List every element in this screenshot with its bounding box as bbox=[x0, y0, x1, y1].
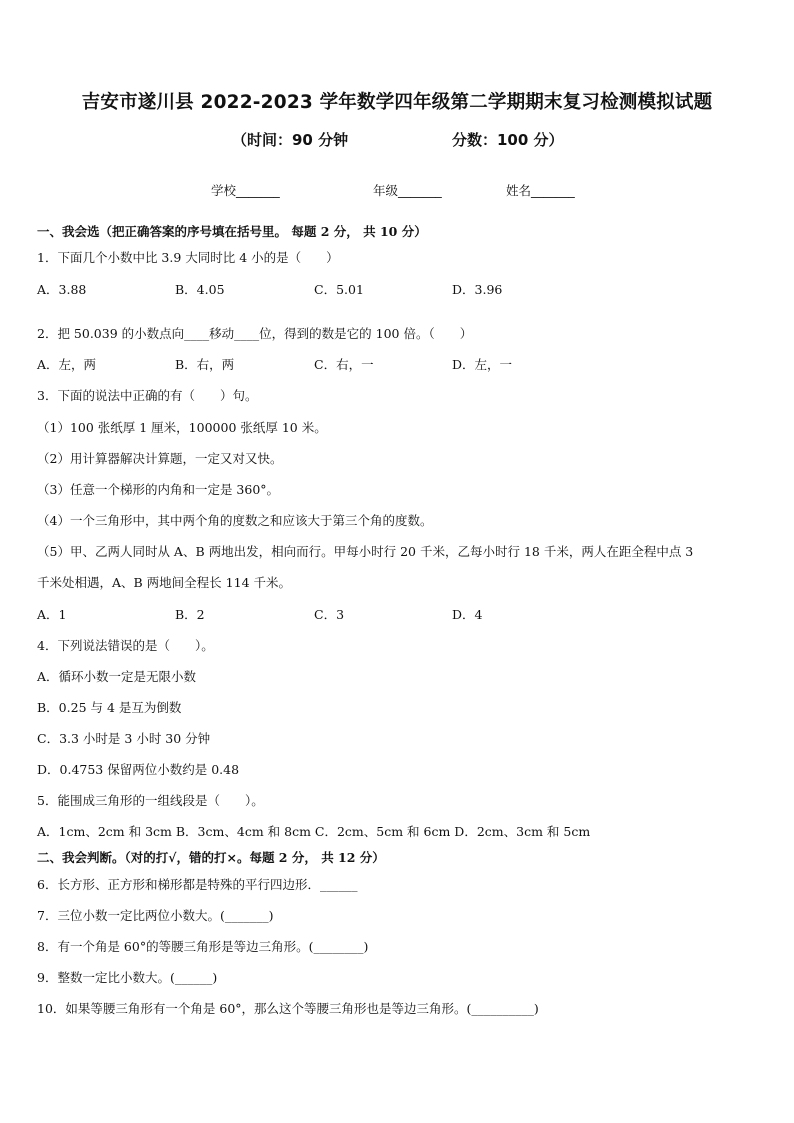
judgement-question: 8．有一个角是 60°的等腰三角形是等边三角形。(________) bbox=[37, 939, 369, 954]
answer-option: C．5.01 bbox=[314, 282, 364, 297]
school-field: 学校_______ bbox=[211, 183, 280, 198]
answer-option: D．0.4753 保留两位小数约是 0.48 bbox=[37, 762, 240, 777]
answer-option: C．右，一 bbox=[314, 357, 374, 372]
statement-item: （4）一个三角形中，其中两个角的度数之和应该大于第三个角的度数。 bbox=[37, 513, 433, 528]
answer-option: D．3.96 bbox=[452, 282, 503, 297]
statement-item: （1）100 张纸厚 1 厘米，100000 张纸厚 10 米。 bbox=[37, 420, 327, 435]
judgement-question: 10．如果等腰三角形有一个角是 60°，那么这个等腰三角形也是等边三角形。(__________) bbox=[37, 1001, 539, 1016]
answer-option: C．3.3 小时是 3 小时 30 分钟 bbox=[37, 731, 211, 746]
section-heading: 一、我会选（把正确答案的序号填在括号里。 每题 2 分， 共 10 分） bbox=[37, 224, 427, 239]
question-stem: 1．下面几个小数中比 3.9 大同时比 4 小的是（ ） bbox=[37, 250, 339, 265]
section-heading: 二、我会判断。（对的打√，错的打×。每题 2 分， 共 12 分） bbox=[37, 850, 385, 865]
question-stem: 3．下面的说法中正确的有（ ）句。 bbox=[37, 388, 258, 403]
exam-score: 分数：100 分） bbox=[452, 131, 564, 149]
question-stem: 4．下列说法错误的是（ ）。 bbox=[37, 638, 214, 653]
answer-option: B．0.25 与 4 是互为倒数 bbox=[37, 700, 182, 715]
judgement-question: 9．整数一定比小数大。(______) bbox=[37, 970, 218, 985]
answer-option: B．右，两 bbox=[175, 357, 235, 372]
answer-options-line: A．1cm、2cm 和 3cm B．3cm、4cm 和 8cm C．2cm、5cm 和 6cm D．2cm、3cm 和 5cm bbox=[37, 824, 591, 839]
name-field: 姓名_______ bbox=[506, 183, 575, 198]
statement-item: （2）用计算器解决计算题，一定又对又快。 bbox=[37, 451, 283, 466]
question-stem: 5．能围成三角形的一组线段是（ ）。 bbox=[37, 793, 264, 808]
answer-option: D．左，一 bbox=[452, 357, 513, 372]
answer-option: B．2 bbox=[175, 607, 205, 622]
exam-time: （时间：90 分钟 bbox=[232, 131, 349, 149]
statement-item: （3）任意一个梯形的内角和一定是 360°。 bbox=[37, 482, 280, 497]
statement-item: 千米处相遇，A、B 两地间全程长 114 千米。 bbox=[37, 575, 291, 590]
answer-option: B．4.05 bbox=[175, 282, 225, 297]
page-title: 吉安市遂川县 2022-2023 学年数学四年级第二学期期末复习检测模拟试题 bbox=[81, 92, 713, 113]
answer-option: A．1 bbox=[37, 607, 67, 622]
answer-option: A．循环小数一定是无限小数 bbox=[37, 669, 197, 684]
statement-item: （5）甲、乙两人同时从 A、B 两地出发，相向而行。甲每小时行 20 千米，乙每小时行 18 千米，两人在距全程中点 3 bbox=[37, 544, 694, 559]
answer-option: C．3 bbox=[314, 607, 345, 622]
judgement-question: 6．长方形、正方形和梯形都是特殊的平行四边形．______ bbox=[37, 877, 358, 892]
answer-option: A．3.88 bbox=[37, 282, 87, 297]
judgement-question: 7．三位小数一定比两位小数大。(_______) bbox=[37, 908, 274, 923]
question-stem: 2．把 50.039 的小数点向____移动____位，得到的数是它的 100 倍。（ ） bbox=[37, 326, 473, 341]
answer-option: A．左，两 bbox=[37, 357, 97, 372]
answer-option: D．4 bbox=[452, 607, 483, 622]
grade-field: 年级_______ bbox=[373, 183, 442, 198]
